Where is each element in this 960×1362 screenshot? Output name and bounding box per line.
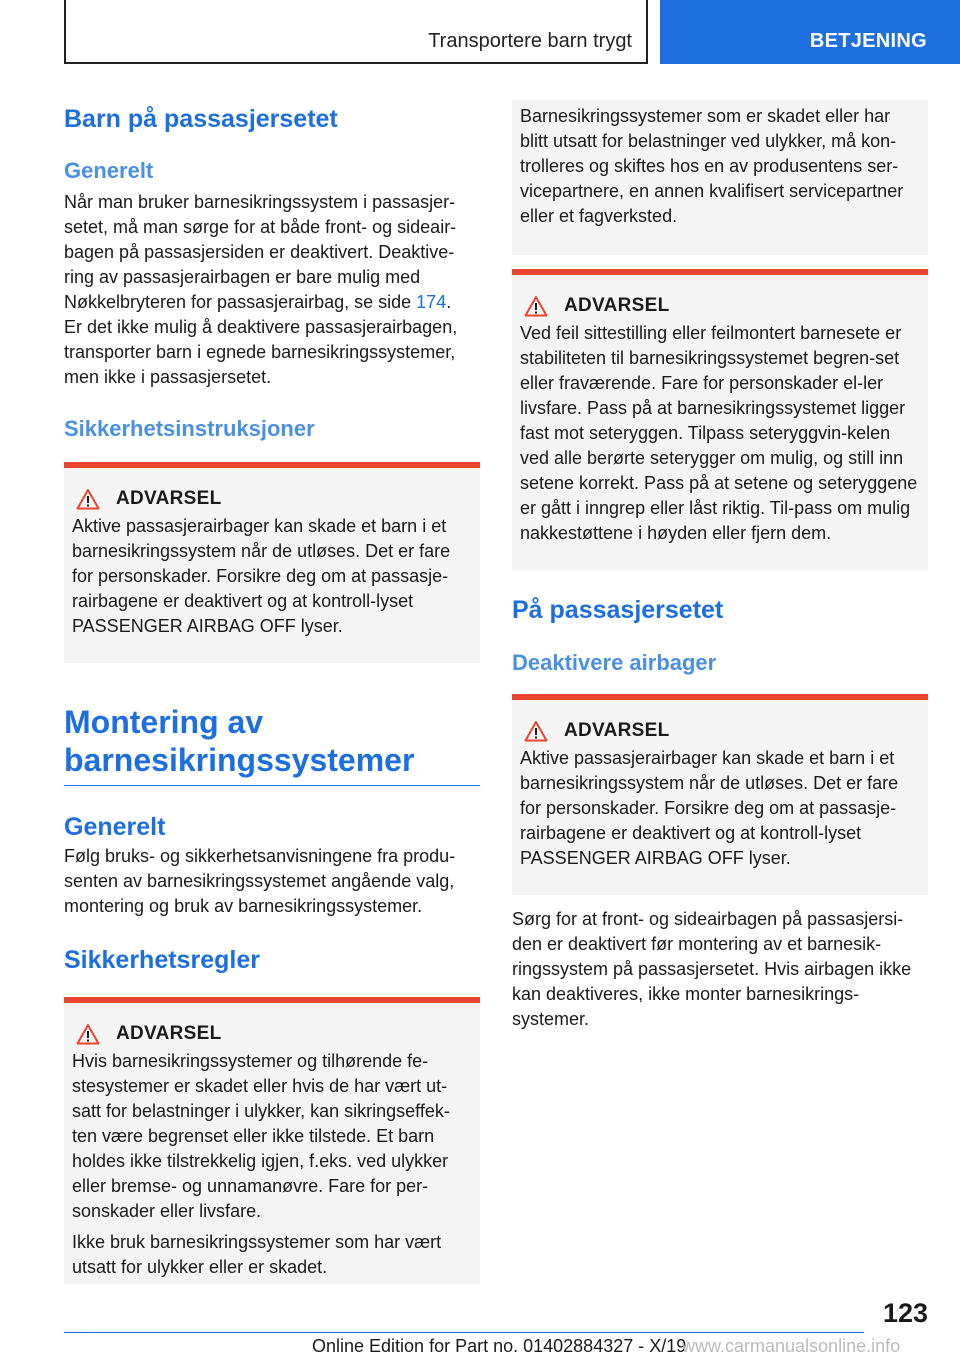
footer-edition: Online Edition for Part no. 01402884327 - X/19 [312, 1336, 687, 1356]
header-section-tab[interactable] [660, 0, 960, 64]
page-link-174[interactable]: 174 [416, 292, 447, 312]
heading-sikkerhetsinstruksjoner: Sikkerhetsinstruksjoner [64, 416, 315, 441]
heading-montering: Montering av barnesikringssystemer [64, 703, 480, 786]
heading-barn-paa-passasjersetet: Barn på passasjersetet [64, 105, 338, 133]
paragraph-generelt-alt: Er det ikke mulig å deaktivere passasjerairbagen, transporter barn i egnede barnesikringssystemer, men ikke i passasjersetet. [64, 317, 458, 387]
paragraph-sorg-for: Sørg for at front- og sideairbagen på passasjersi-den er deaktivert før montering av et barnesik-ringssystem på passasjersetet. Hvis airbagen ikke kan deaktiveres, ikke monter barnesikrings-systemer. [512, 909, 912, 1029]
warning-box [64, 997, 480, 1284]
warning-text: Ved feil sittestilling eller feilmontert barnesete er stabiliteten til barnesikringssystemet begren-set eller fraværende. Fare for personskader el-ler livsfare. Pass på at barnesikringssystemet ligger fast mot seteryggen. Tilpass seteryggvin-kelen ved alle berørte seterygger om mulig, og still inn setene korrekt. Pass på at setene og seteryggene er gått i inngrep eller låst riktig. Til-pass om mulig nakkestøttene i høyden eller fjern dem. [520, 323, 918, 543]
warning-title: ADVARSEL [564, 720, 670, 741]
warning-text: Aktive passasjerairbager kan skade et barn i et barnesikringssystem når de utløses. Det er fare for personskader. Forsikre deg om at passasje-rairbagene er deaktivert og at kontroll-lyset PASSENGER AIRBAG OFF lyser. [72, 516, 451, 636]
warning-title: ADVARSEL [564, 295, 670, 316]
warning-text: Barnesikringssystemer som er skadet eller har blitt utsatt for belastninger ved ulykker, må kon-trolleres og skiftes hos en av produsentens ser-vicepartnere, en annen kvalifisert servicepartner eller et fagverksted. [520, 106, 904, 226]
section-title: BETJENING [809, 30, 927, 52]
warning-triangle-icon [76, 1023, 100, 1045]
warning-text: Hvis barnesikringssystemer og tilhørende fe-stesystemer er skadet eller hvis de har vært ut-satt for belastninger i ulykker, kan sikringseffek-ten være begrenset eller ikke tilstede. Et barn holdes ikke tilstrekkelig igjen, f.eks. ved ulykker eller bremse- og unnamanøvre. Fare for per-sonskader eller livsfare. [72, 1051, 450, 1221]
heading-deaktivere-airbager: Deaktivere airbager [512, 650, 717, 675]
warning-box [512, 269, 928, 570]
warning-box [512, 694, 928, 895]
heading-paa-passasjersetet: På passasjersetet [512, 596, 724, 624]
left-column [64, 100, 480, 1284]
paragraph-generelt-montering: Følg bruks- og sikkerhetsanvisningene fra produ-senten av barnesikringssystemet angående valg, montering og bruk av barnesikringssystemer. [64, 846, 456, 916]
right-column [512, 100, 928, 1032]
chapter-title: Transportere barn trygt [428, 30, 632, 52]
page-number: 123 [882, 1298, 928, 1328]
footer-divider [64, 1332, 864, 1333]
paragraph-generelt-intro: Når man bruker barnesikringssystem i passasjer-setet, må man sørge for at både front- og sideair-bagen på passasjersiden er deaktivert. Deaktive-ring av passasjerairbagen er bare mulig med Nøkkelbryteren for passasjerairbag, se side 174. [64, 192, 457, 312]
warning-title: ADVARSEL [116, 1023, 222, 1044]
warning-triangle-icon [524, 720, 548, 742]
warning-text: Ikke bruk barnesikringssystemer som har vært utsatt for ulykker eller er skadet. [72, 1232, 442, 1277]
heading-sikkerhetsregler: Sikkerhetsregler [64, 946, 260, 974]
heading-generelt: Generelt [64, 158, 154, 183]
warning-box [64, 462, 480, 663]
warning-text: Aktive passasjerairbager kan skade et barn i et barnesikringssystem når de utløses. Det er fare for personskader. Forsikre deg om at passasje-rairbagene er deaktivert og at kontroll-lyset PASSENGER AIRBAG OFF lyser. [520, 748, 899, 868]
header-chapter-box [64, 0, 648, 64]
warning-triangle-icon [524, 295, 548, 317]
warning-box-continued [512, 100, 928, 255]
footer-watermark[interactable]: www.carmanualsonline.info [682, 1336, 901, 1356]
warning-title: ADVARSEL [116, 488, 222, 509]
warning-triangle-icon [76, 488, 100, 510]
heading-generelt-2: Generelt [64, 813, 166, 841]
